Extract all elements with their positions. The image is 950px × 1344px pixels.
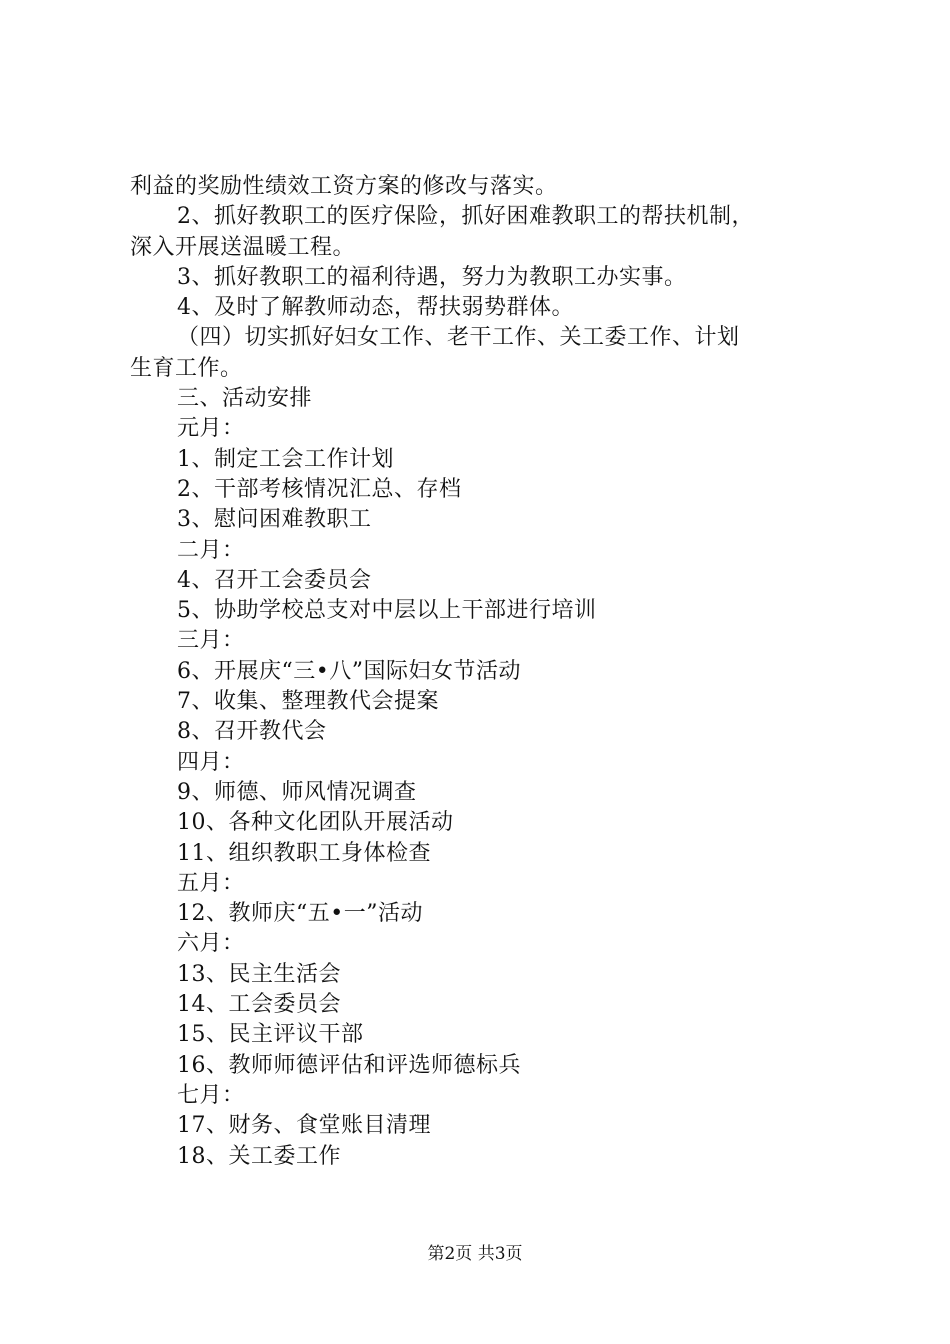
document-line: 五月： (177, 870, 245, 896)
document-line: 14、工会委员会 (177, 992, 341, 1018)
document-line: 16、教师师德评估和评选师德标兵 (177, 1052, 521, 1078)
document-line: 10、各种文化团队开展活动 (177, 810, 454, 836)
document-line: 三月： (177, 628, 245, 654)
document-line: 12、教师庆“五•一”活动 (177, 901, 423, 927)
document-line: 二月： (177, 537, 245, 563)
document-line: 8、召开教代会 (177, 719, 327, 745)
document-line: 三、活动安排 (177, 386, 313, 412)
document-line: 11、组织教职工身体检查 (177, 840, 431, 866)
document-line: 7、收集、整理教代会提案 (177, 689, 439, 715)
document-line: 4、召开工会委员会 (177, 567, 372, 593)
document-line: 利益的奖励性绩效工资方案的修改与落实。 (130, 174, 558, 199)
document-line: 七月： (177, 1082, 245, 1108)
document-line: 2、干部考核情况汇总、存档 (177, 476, 462, 502)
document-line: 六月： (177, 931, 245, 957)
document-line: 深入开展送温暖工程。 (130, 234, 356, 260)
document-line: 18、关工委工作 (177, 1143, 341, 1169)
page-footer: 第2页 共3页 (427, 1244, 523, 1264)
document-line: 17、财务、食堂账目清理 (177, 1113, 431, 1139)
document-line: 6、开展庆“三•八”国际妇女节活动 (177, 658, 521, 684)
document-line: 5、协助学校总支对中层以上干部进行培训 (177, 598, 597, 624)
document-line: 13、民主生活会 (177, 961, 341, 987)
document-line: 15、民主评议干部 (177, 1022, 364, 1048)
document-body (130, 172, 830, 1172)
document-line: 1、制定工会工作计划 (177, 446, 394, 472)
document-line: 元月： (177, 416, 245, 442)
document-line: （四）切实抓好妇女工作、老干工作、关工委工作、计划 (177, 325, 740, 351)
document-line: 9、师德、师风情况调查 (177, 779, 417, 805)
document-line: 3、抓好教职工的福利待遇，努力为教职工办实事。 (177, 264, 687, 290)
document-line: 生育工作。 (130, 355, 243, 381)
document-line: 2、抓好教职工的医疗保险，抓好困难教职工的帮扶机制， (177, 204, 754, 230)
document-line: 四月： (177, 749, 245, 775)
document-line: 3、慰问困难教职工 (177, 507, 372, 533)
document-line: 4、及时了解教师动态，帮扶弱势群体。 (177, 295, 574, 321)
